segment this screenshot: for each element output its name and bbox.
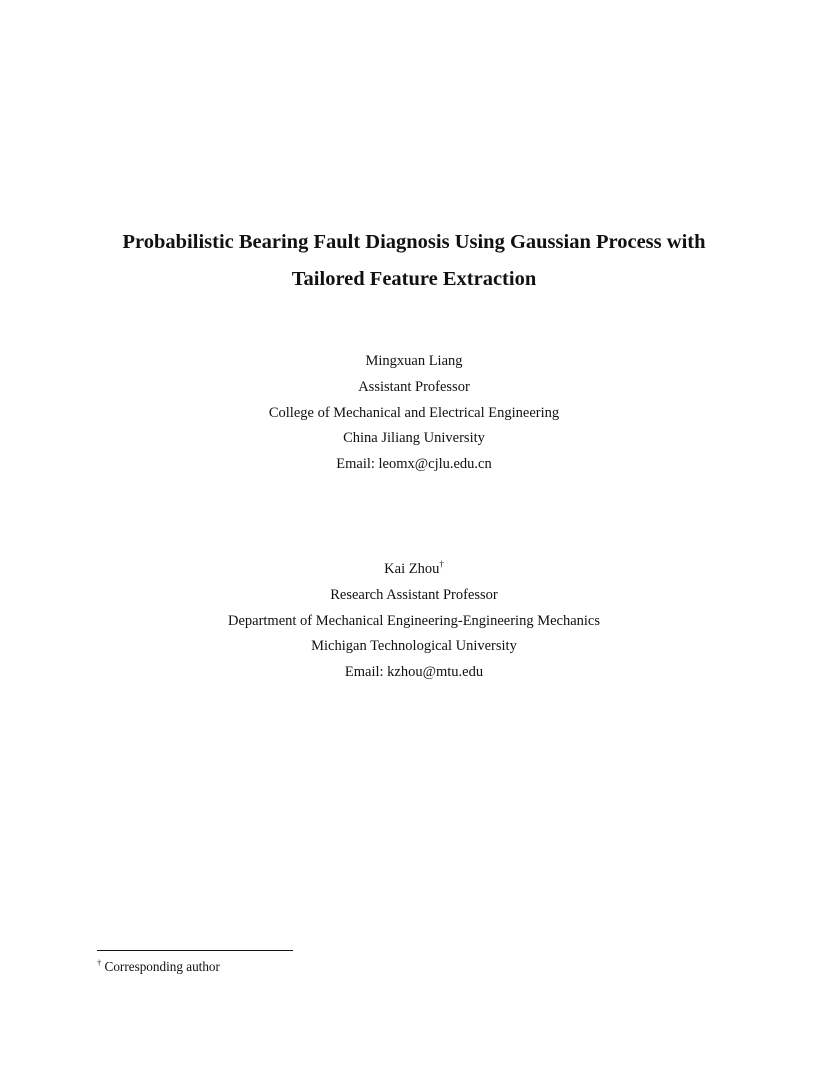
author-institution: Michigan Technological University: [311, 638, 517, 655]
footnote-text: Corresponding author: [101, 959, 220, 974]
corresponding-author-marker: †: [439, 559, 444, 570]
footnote-divider: [97, 950, 293, 951]
footnote-marker: †: [97, 957, 102, 968]
footnote: [97, 957, 220, 977]
paper-title-line-2: Tailored Feature Extraction: [291, 268, 537, 290]
paper-title: [0, 224, 828, 298]
author-institution: China Jiliang University: [343, 430, 485, 447]
author-name-line: [0, 557, 828, 583]
author-email[interactable]: Email: kzhou@mtu.edu: [344, 664, 484, 681]
author-name: Mingxuan Liang: [365, 353, 463, 369]
paper-title-line-1: Probabilistic Bearing Fault Diagnosis Using Gaussian Process with: [122, 231, 706, 253]
author-block-1: [0, 349, 828, 478]
author-position: Research Assistant Professor: [330, 586, 498, 603]
author-position: Assistant Professor: [358, 378, 470, 395]
author-name: Kai Zhou: [384, 561, 440, 577]
author-email[interactable]: Email: leomx@cjlu.edu.cn: [336, 456, 492, 473]
author-department: Department of Mechanical Engineering-Engineering Mechanics: [227, 612, 600, 629]
author-block-2: [0, 557, 828, 686]
author-department: College of Mechanical and Electrical Engineering: [268, 404, 560, 421]
